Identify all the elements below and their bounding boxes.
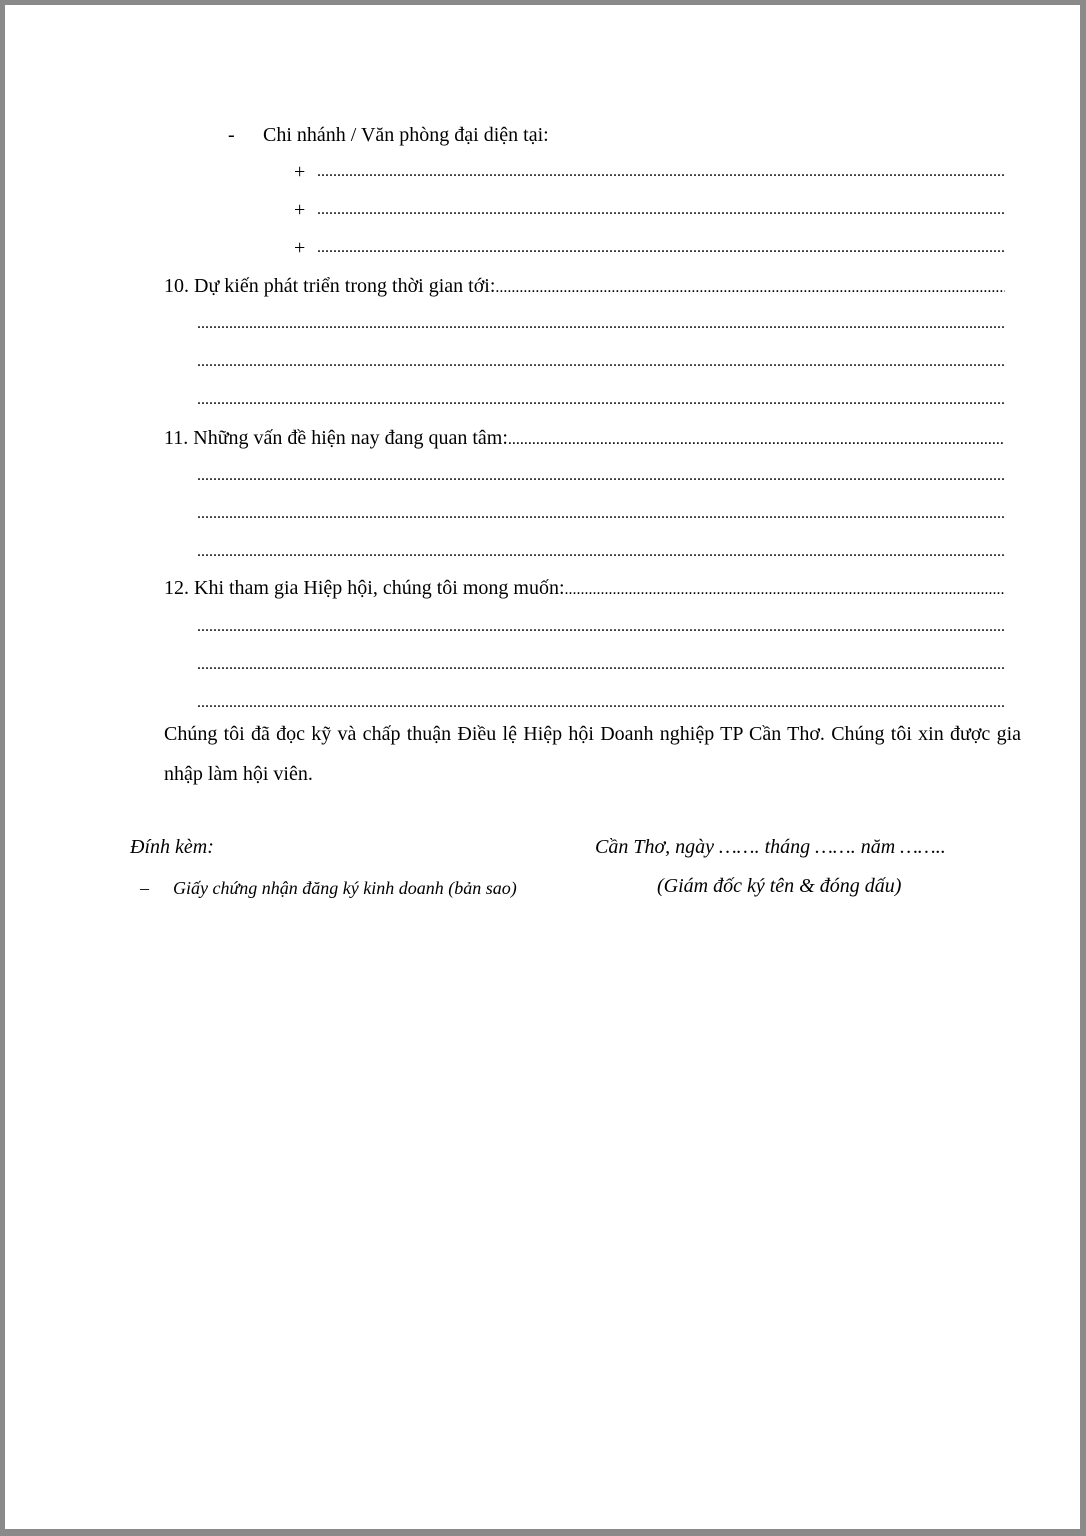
q10-fill-2[interactable] [197, 350, 1005, 374]
q11-line[interactable] [164, 426, 1005, 452]
branch-dash: - [228, 124, 235, 146]
branch-fill-3[interactable] [317, 236, 1005, 260]
q11-fill-3[interactable] [197, 540, 1005, 564]
q12-fill-1[interactable] [197, 615, 1005, 639]
attachments-item: Giấy chứng nhận đăng ký kinh doanh (bản sao) [173, 878, 517, 898]
signature-note: (Giám đốc ký tên & đóng dấu) [657, 875, 902, 897]
q11-fill-2[interactable] [197, 502, 1005, 526]
attachments-heading: Đính kèm: [130, 836, 214, 858]
branch-label: Chi nhánh / Văn phòng đại diện tại: [263, 124, 549, 146]
q10-fill-1[interactable] [197, 312, 1005, 336]
q11-label: 11. Những vấn đề hiện nay đang quan tâm: [164, 427, 508, 449]
declaration-text: Chúng tôi đã đọc kỹ và chấp thuận Điều lệ Hiệp hội Doanh nghiệp TP Cần Thơ. Chúng tôi xin được gia nhập làm hội viên. [164, 723, 1021, 785]
q12-fill-3[interactable] [197, 691, 1005, 715]
q10-fill-3[interactable] [197, 388, 1005, 412]
signature-date-line: Cần Thơ, ngày ……. tháng ……. năm …….. [595, 836, 946, 858]
q10-label: 10. Dự kiến phát triển trong thời gian tới: [164, 275, 496, 297]
branch-fill-1[interactable] [317, 160, 1005, 184]
branch-plus-1: + [294, 161, 306, 183]
q12-label: 12. Khi tham gia Hiệp hội, chúng tôi mong muốn: [164, 577, 565, 599]
q11-fill-1[interactable] [197, 464, 1005, 488]
branch-plus-2: + [294, 199, 306, 221]
attachments-dash: – [140, 878, 149, 898]
q10-line[interactable] [164, 274, 1005, 300]
q12-line[interactable] [164, 576, 1005, 602]
branch-fill-2[interactable] [317, 198, 1005, 222]
branch-plus-3: + [294, 237, 306, 259]
q12-fill-2[interactable] [197, 653, 1005, 677]
document-page [5, 5, 1080, 1529]
